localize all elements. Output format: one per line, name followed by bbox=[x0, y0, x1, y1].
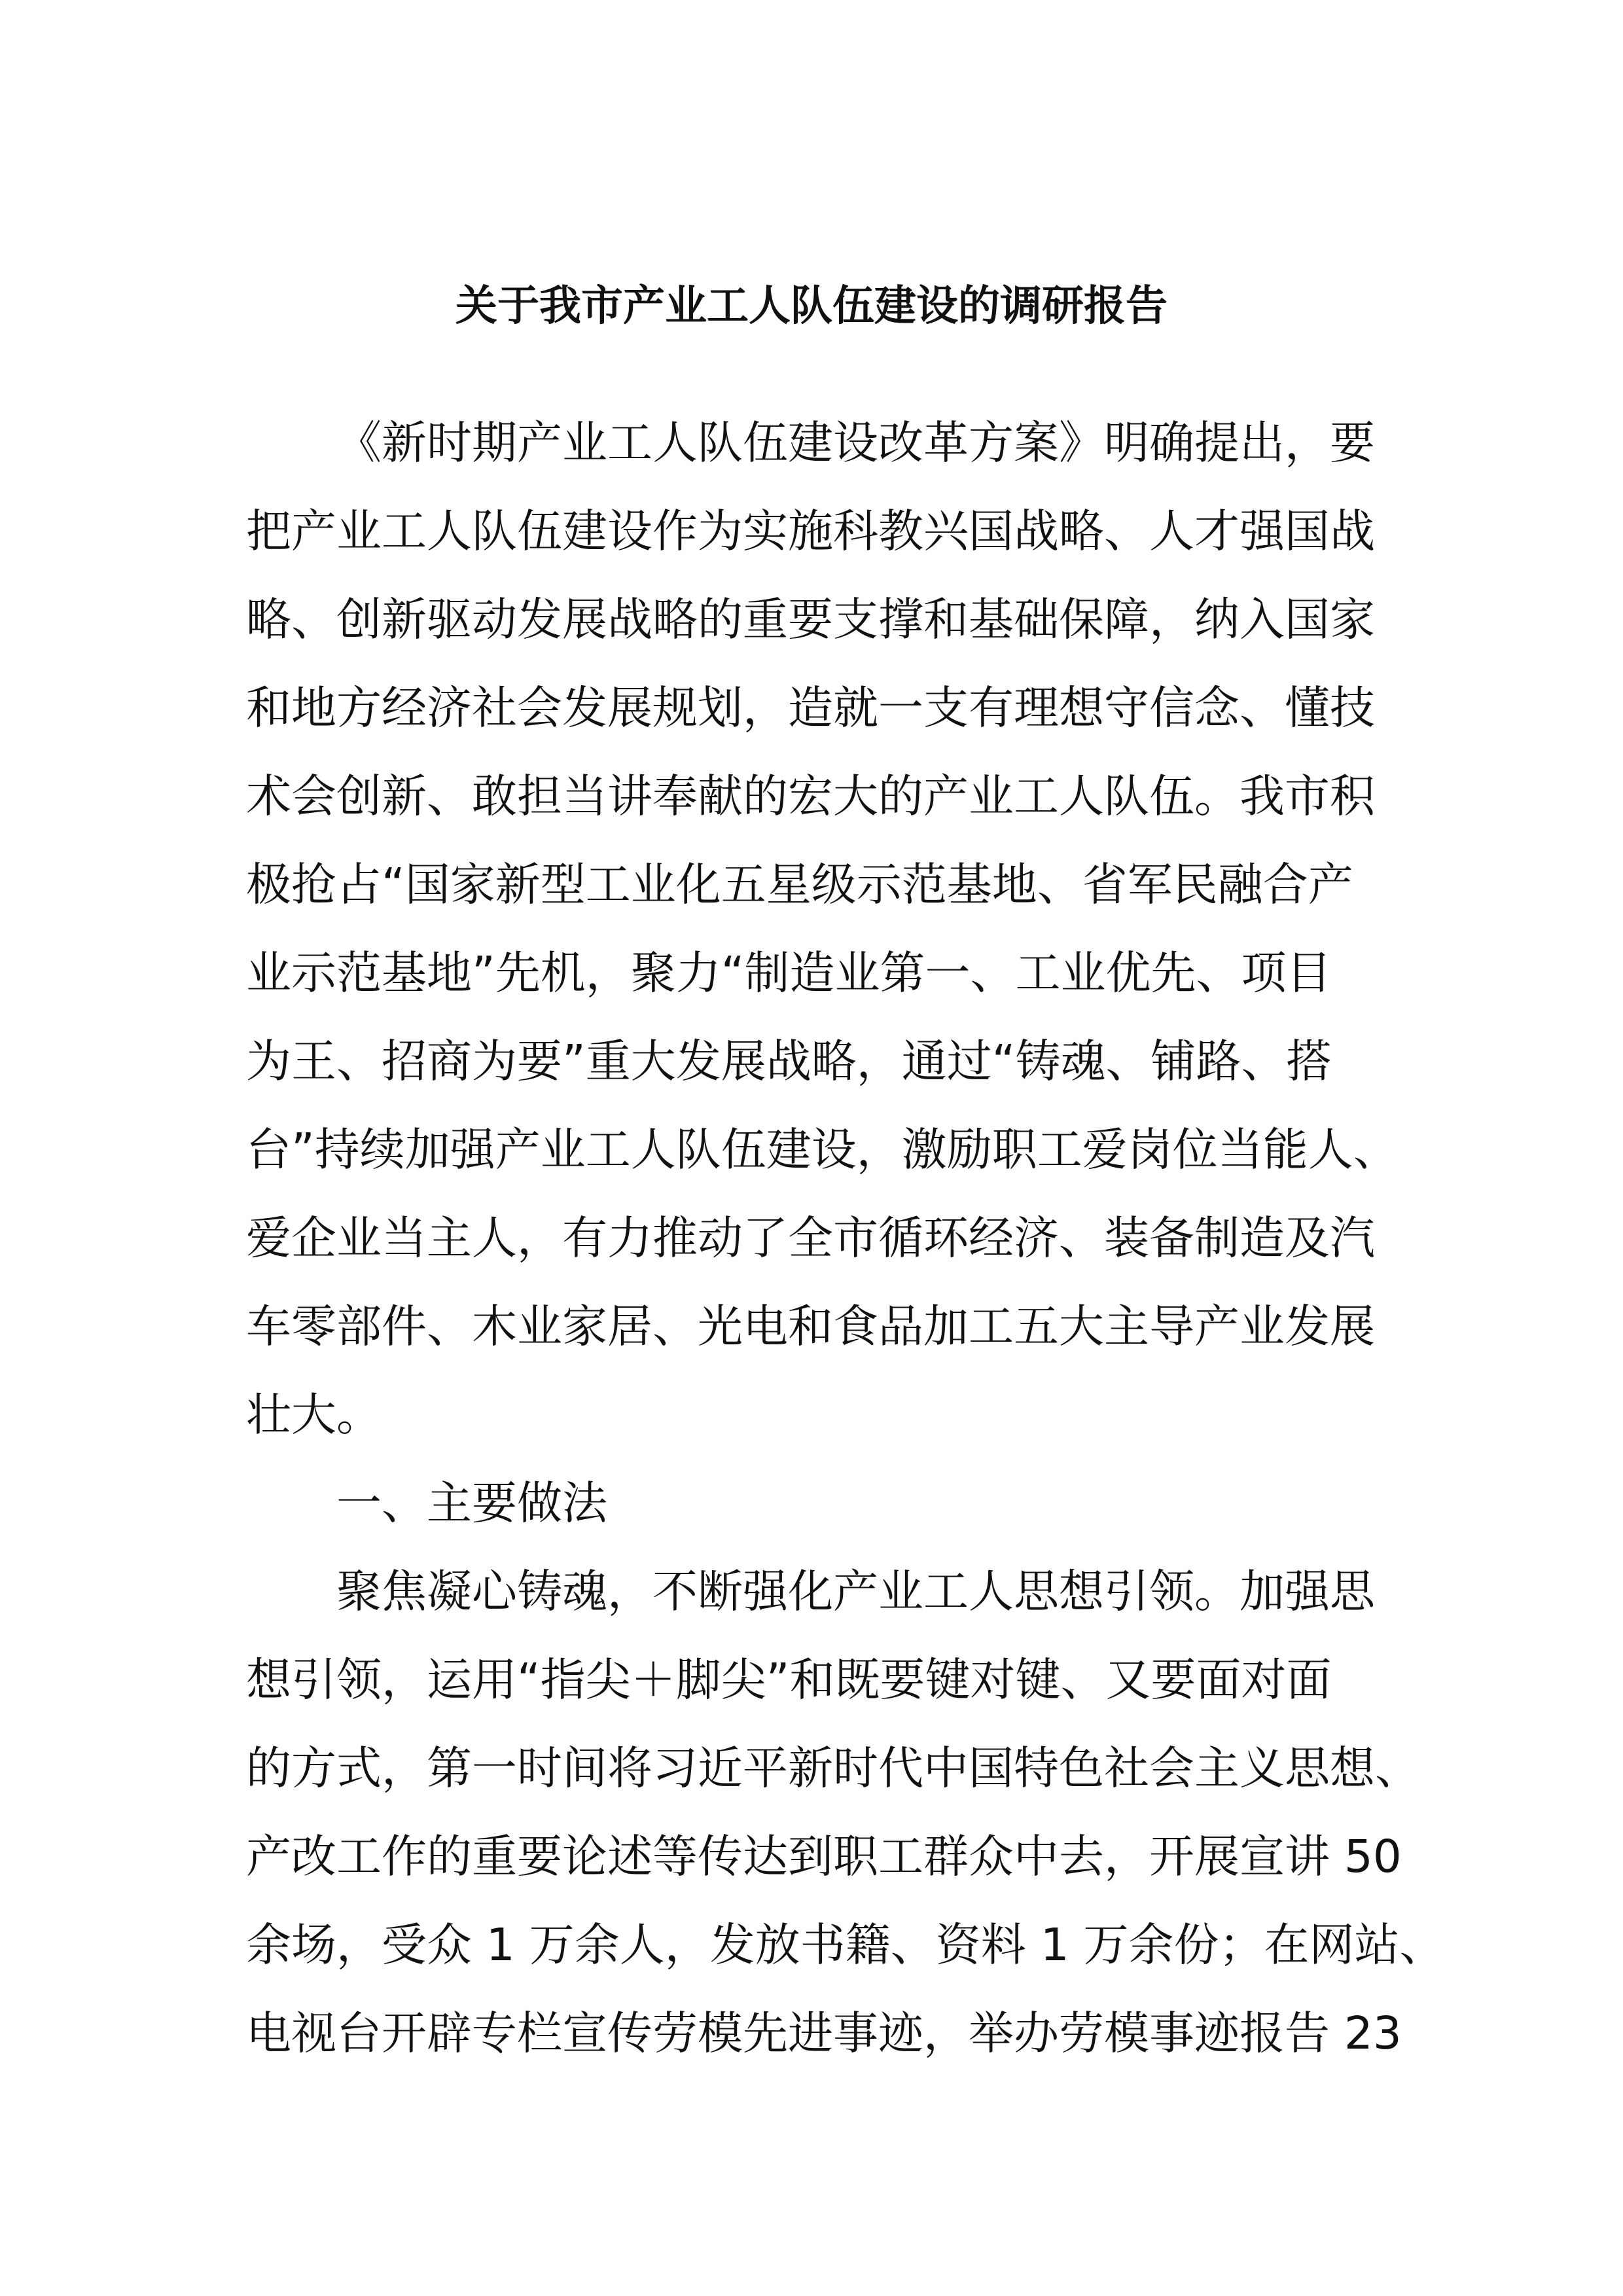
paragraph-line: 业示范基地”先机，聚力“制造业第一、工业优先、项目 bbox=[246, 947, 1332, 999]
paragraph-line: 电视台开辟专栏宣传劳模先进事迹，举办劳模事迹报告 23 bbox=[246, 2007, 1402, 2060]
paragraph-line: 台”持续加强产业工人队伍建设，激励职工爱岗位当能人、 bbox=[246, 1124, 1399, 1176]
paragraph-line: 壮大。 bbox=[246, 1389, 382, 1441]
paragraph-line: 略、创新驱动发展战略的重要支撑和基础保障，纳入国家 bbox=[246, 594, 1375, 646]
document-body bbox=[246, 399, 1445, 2078]
paragraph-line: 和地方经济社会发展规划，造就一支有理想守信念、懂技 bbox=[246, 682, 1375, 734]
paragraph-line: 为王、招商为要”重大发展战略，通过“铸魂、铺路、搭 bbox=[246, 1035, 1332, 1088]
paragraph-line: 的方式，第一时间将习近平新时代中国特色社会主义思想、 bbox=[246, 1742, 1420, 1795]
document-title: 关于我市产业工人队伍建设的调研报告 bbox=[455, 282, 1168, 331]
paragraph-line: 车零部件、木业家居、光电和食品加工五大主导产业发展 bbox=[246, 1300, 1375, 1353]
paragraph-line: 术会创新、敢担当讲奉献的宏大的产业工人队伍。我市积 bbox=[246, 770, 1375, 823]
paragraph-line: 想引领，运用“指尖＋脚尖”和既要键对键、又要面对面 bbox=[246, 1654, 1332, 1706]
paragraph-line: 极抢占“国家新型工业化五星级示范基地、省军民融合产 bbox=[246, 859, 1353, 911]
section-heading: 一、主要做法 bbox=[336, 1477, 607, 1530]
paragraph-line: 聚焦凝心铸魂，不断强化产业工人思想引领。加强思 bbox=[336, 1566, 1375, 1618]
paragraph-line: 余场，受众 1 万余人，发放书籍、资料 1 万余份；在网站、 bbox=[246, 1919, 1445, 1971]
paragraph-line: 《新时期产业工人队伍建设改革方案》明确提出，要 bbox=[336, 417, 1375, 469]
paragraph-line: 爱企业当主人，有力推动了全市循环经济、装备制造及汽 bbox=[246, 1212, 1375, 1265]
paragraph-line: 产改工作的重要论述等传达到职工群众中去，开展宣讲 50 bbox=[246, 1831, 1402, 1883]
paragraph-line: 把产业工人队伍建设作为实施科教兴国战略、人才强国战 bbox=[246, 505, 1375, 558]
